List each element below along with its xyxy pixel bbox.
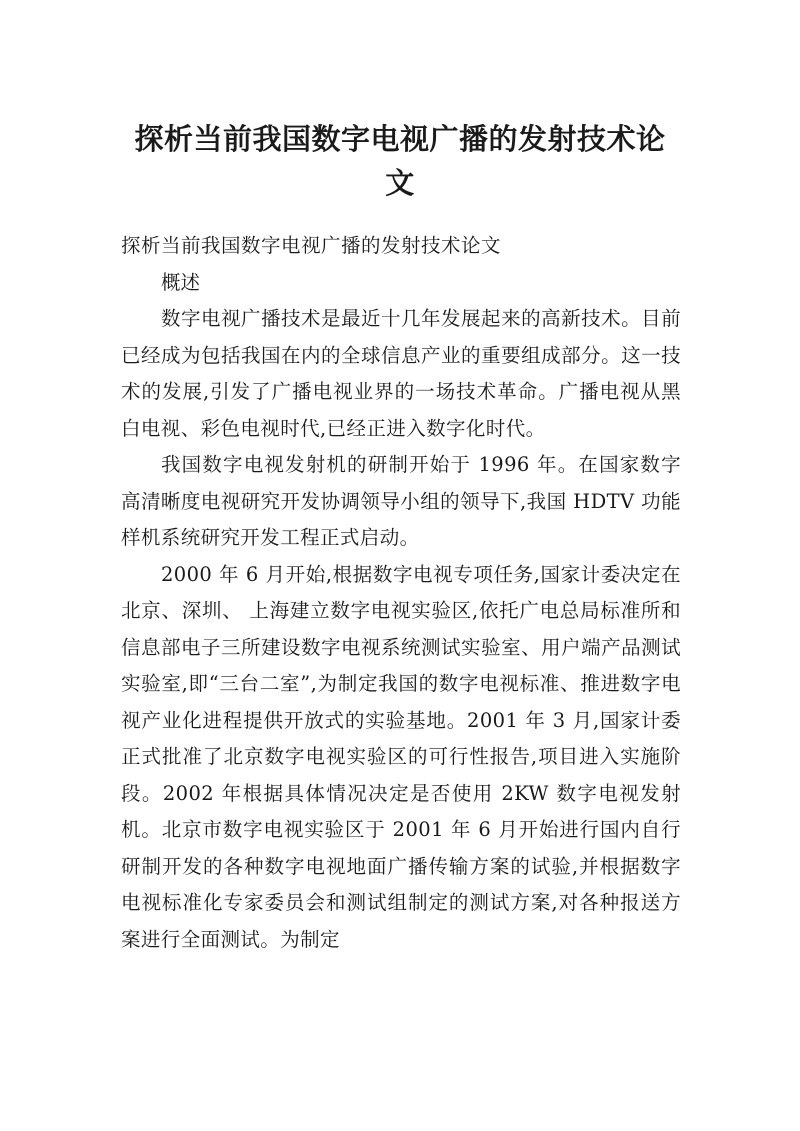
title-line-1: 探析当前我国数字电视广播的发射技术论: [134, 122, 666, 157]
title-line-2: 文: [385, 166, 415, 201]
paragraph-1: 数字电视广播技术是最近十几年发展起来的高新技术。目前已经成为包括我国在内的全球信息产业的重要组成部分。这一技术的发展,引发了广播电视业界的一场技术革命。广播电视从黑白电视、彩色电视时代,已经正进入数字化时代。: [121, 307, 681, 440]
document-subtitle: 探析当前我国数字电视广播的发射技术论文: [121, 234, 502, 257]
section-heading: 概述: [161, 270, 201, 294]
paragraph-3: 2000 年 6 月开始,根据数字电视专项任务,国家计委决定在北京、深圳、 上海建立数字电视实验区,依托广电总局标准所和信息部电子三所建设数字电视系统测试实验室、用户端产品测试实验室,即“三台二室”,为制定我国的数字电视标准、推进数字电视产业化进程提供开放式的实验基地。2001 年 3 月,国家计委正式批准了北京数字电视实验区的可行性报告,项目进入实施阶段。2002 年根据具体情况决定是否使用 2KW 数字电视发射机。北京市数字电视实验区于 2001 年 6 月开始进行国内自行研制开发的各种数字电视地面广播传输方案的试验,并根据数字电视标准化专家委员会和测试组制定的测试方案,对各种报送方案进行全面测试。为制定: [121, 562, 681, 951]
document-title: [100, 117, 700, 205]
paragraph-2: 我国数字电视发射机的研制开始于 1996 年。在国家数字高清晰度电视研究开发协调领导小组的领导下,我国 HDTV 功能样机系统研究开发工程正式启动。: [121, 453, 681, 549]
document-body: [121, 228, 681, 958]
